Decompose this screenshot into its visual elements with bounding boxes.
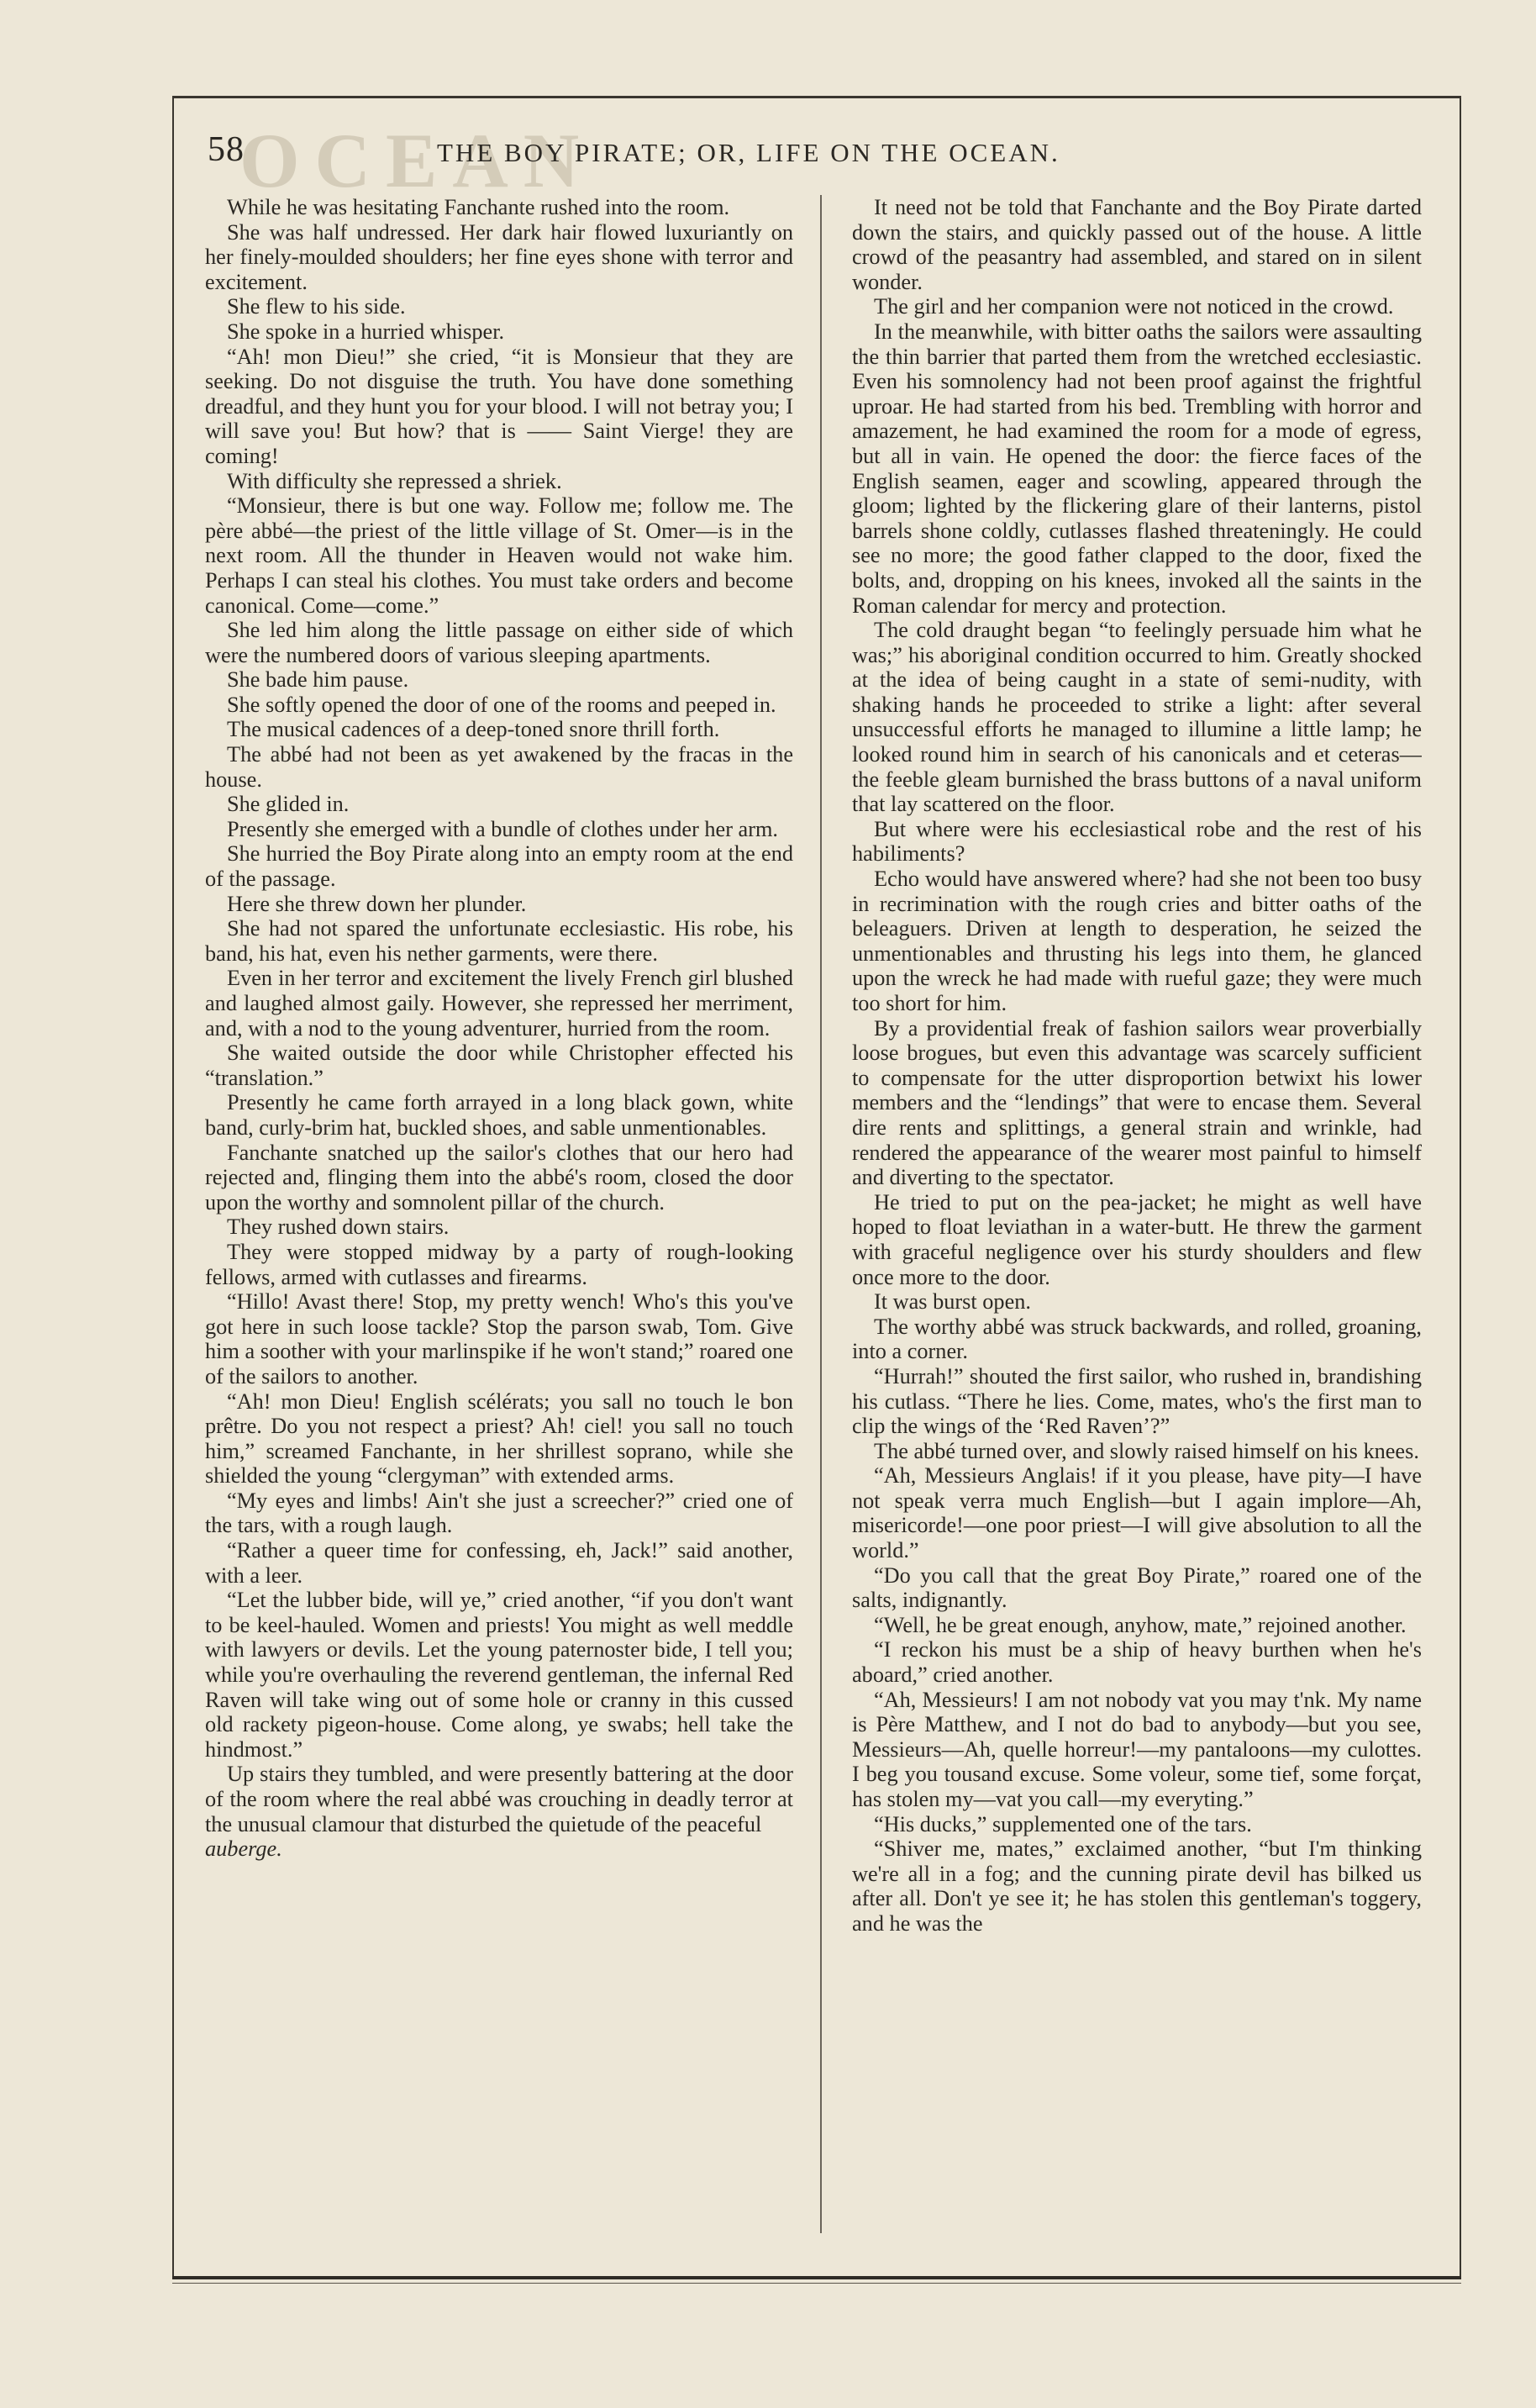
left-column-paragraph: With difficulty she repressed a shriek. <box>227 468 562 493</box>
left-column-paragraph: Here she threw down her plunder. <box>227 891 527 916</box>
left-column-paragraph: “Hillo! Avast there! Stop, my pretty wench! Who's this you've got here in such loose tackle? Stop the parson swab, Tom. Give him a soother with your marlinspike if he won't stand;” roared one of the sailors to another. <box>205 1289 793 1388</box>
left-column-paragraph: They were stopped midway by a party of rough-looking fellows, armed with cutlasses and firearms. <box>205 1239 793 1289</box>
right-column-paragraph: “I reckon his must be a ship of heavy burthen when he's aboard,” cried another. <box>852 1637 1422 1688</box>
left-column-paragraph: She hurried the Boy Pirate along into an empty room at the end of the passage. <box>205 841 793 892</box>
right-column-paragraph: The cold draught began “to feelingly persuade him what he was;” his aboriginal condition occurred to him. Greatly shocked at the idea of being caught in a state of semi-nudity, with shaking hands he proceeded to strike a light: after several unsuccessful efforts he managed to illumine a little lamp; he looked round him in search of his canonicals and et ceteras—the feeble gleam burnished the brass buttons of a naval uniform that lay scattered on the floor. <box>852 618 1422 817</box>
left-column-paragraph: She waited outside the door while Christopher effected his “translation.” <box>205 1041 793 1090</box>
left-column-paragraph: “Rather a queer time for confessing, eh, Jack!” said another, with a leer. <box>205 1538 793 1588</box>
right-column <box>852 195 1422 2229</box>
left-column-paragraph: They rushed down stairs. <box>227 1215 450 1240</box>
right-column-paragraph: “Do you call that the great Boy Pirate,” roared one of the salts, indignantly. <box>852 1562 1422 1613</box>
right-column-paragraph: The worthy abbé was struck backwards, and rolled, groaning, into a corner. <box>852 1314 1422 1364</box>
left-column-paragraph: Presently he came forth arrayed in a long black gown, white band, curly-brim hat, buckled shoes, and sable unmentionables. <box>205 1090 793 1140</box>
left-column-paragraph: “My eyes and limbs! Ain't she just a screecher?” cried one of the tars, with a rough laugh. <box>205 1488 793 1538</box>
left-column-paragraph: She flew to his side. <box>227 294 406 319</box>
right-column-paragraph: “Hurrah!” shouted the first sailor, who rushed in, brandishing his cutlass. “There he lies. Come, mates, who's the first man to clip the wings of the ‘Red Raven’?” <box>852 1363 1422 1439</box>
page-number: 58 <box>208 130 245 169</box>
left-column <box>205 195 793 2229</box>
bottom-rule <box>172 2276 1461 2279</box>
left-column-paragraph: She spoke in a hurried whisper. <box>227 319 505 344</box>
left-column-paragraph: Up stairs they tumbled, and were presently battering at the door of the room where the real abbé was crouching in deadly terror at the unusual clamour that disturbed the quietude of the peaceful <box>205 1762 793 1836</box>
left-column-paragraph: She bade him pause. <box>227 667 409 693</box>
left-column-paragraph: “Monsieur, there is but one way. Follow me; follow me. The père abbé—the priest of the little village of St. Omer—is in the next room. All the thunder in Heaven would not wake him. Perhaps I can steal his clothes. You must take orders and become canonical. Come—come.” <box>205 493 793 618</box>
running-title: THE BOY PIRATE; OR, LIFE ON THE OCEAN. <box>437 138 1060 167</box>
show-through-watermark: OCEAN <box>239 118 595 203</box>
left-column-paragraph: “Ah! mon Dieu!” she cried, “it is Monsieur that they are seeking. Do not disguise the truth. You have done something dreadful, and they hunt you for your blood. I will not betray you; I will save you! But how? that is —— Saint Vierge! they are coming! <box>205 344 793 468</box>
left-column-paragraph: She led him along the little passage on either side of which were the numbered doors of various sleeping apartments. <box>205 618 793 667</box>
left-column-paragraph: Fanchante snatched up the sailor's clothes that our hero had rejected and, flinging them into the abbé's room, closed the door upon the worthy and somnolent pillar of the church. <box>205 1140 793 1215</box>
right-column-paragraph: Echo would have answered where? had she not been too busy in recrimination with the rough cries and bitter oaths of the beleaguers. Driven at length to desperation, he seized the unmentionables and thrusting his legs into them, he glanced upon the wreck he had made with rueful gaze; they were much too short for him. <box>852 867 1422 1015</box>
right-column-paragraph: In the meanwhile, with bitter oaths the sailors were assaulting the thin barrier that parted them from the wretched ecclesiastic. Even his somnolency had not been proof against the frightful uproar. He had started from his bed. Trembling with horror and amazement, he had examined the room for a mode of egress, but all in vain. He opened the door: the fierce faces of the English seamen, eager and scowling, appeared through the gloom; lighted by the flickering glare of their lanterns, pistol barrels shone coldly, cutlasses flashed threateningly. He could see no more; the good father clapped to the door, fixed the bolts, and, dropping on his knees, invoked all the saints in the Roman calendar for mercy and protection. <box>852 319 1422 618</box>
right-column-paragraph: It need not be told that Fanchante and the Boy Pirate darted down the stairs, and quickly passed out of the house. A little crowd of the peasantry had assembled, and stared on in silent wonder. <box>852 195 1422 294</box>
bottom-rule-thin <box>172 2283 1461 2284</box>
right-column-paragraph: The abbé turned over, and slowly raised himself on his knees. <box>874 1438 1419 1463</box>
right-column-paragraph: But where were his ecclesiastical robe and the rest of his habiliments? <box>852 816 1422 867</box>
left-column-paragraph: “Let the lubber bide, will ye,” cried another, “if you don't want to be keel-hauled. Women and priests! You might as well meddle with lawyers or devils. Let the young paternoster bide, I tell you; while you're overhauling the reverend gentleman, the infernal Red Raven will take wing out of some hole or cranny in this cussed old rackety pigeon-house. Come along, ye swabs; hell take the hindmost.” <box>205 1588 793 1762</box>
left-column-paragraph: She glided in. <box>227 792 350 817</box>
right-column-paragraph: “Shiver me, mates,” exclaimed another, “but I'm thinking we're all in a fog; and the cunning pirate devil has bilked us after all. Don't ye see it; he has stolen this gentleman's toggery, and he was the <box>852 1836 1422 1936</box>
left-column-paragraph: “Ah! mon Dieu! English scélérats; you sall no touch le bon prêtre. Do you not respect a priest? Ah! ciel! you sall no touch him,” screamed Fanchante, in her shrillest soprano, while she shielded the young “clergyman” with extended arms. <box>205 1388 793 1489</box>
left-column-paragraph: She had not spared the unfortunate ecclesiastic. His robe, his band, his hat, even his nether garments, were there. <box>205 916 793 966</box>
right-column-paragraph: It was burst open. <box>874 1289 1031 1315</box>
left-column-paragraph: She was half undressed. Her dark hair flowed luxuriantly on her finely-moulded shoulders; her fine eyes shone with terror and excitement. <box>205 219 793 294</box>
left-column-paragraph: auberge. <box>205 1836 282 1862</box>
left-column-paragraph: Even in her terror and excitement the lively French girl blushed and laughed almost gaily. However, she repressed her merriment, and, with a nod to the young adventurer, hurried from the room. <box>205 966 793 1041</box>
right-column-paragraph: “His ducks,” supplemented one of the tars. <box>874 1811 1252 1836</box>
right-column-paragraph: “Ah, Messieurs Anglais! if it you please, have pity—I have not speak verra much English—but I again implore—Ah, misericorde!—one poor priest—I will give absolution to all the world.” <box>852 1463 1422 1563</box>
left-column-paragraph: The abbé had not been as yet awakened by the fracas in the house. <box>205 742 793 792</box>
left-column-paragraph: She softly opened the door of one of the rooms and peeped in. <box>227 692 776 717</box>
right-column-paragraph: By a providential freak of fashion sailors wear proverbially loose brogues, but even this advantage was scarcely sufficient to compensate for the utter disproportion betwixt his lower members and the “lendings” that were to encase them. Several dire rents and splittings, a general strain and wrinkle, had rendered the appearance of the wearer most painful to himself and diverting to the spectator. <box>852 1015 1422 1190</box>
right-column-paragraph: “Ah, Messieurs! I am not nobody vat you may t'nk. My name is Père Matthew, and I not do bad to anybody—but you see, Messieurs—Ah, quelle horreur!—my pantaloons—my culottes. I beg you tousand excuse. Some voleur, some tief, some forçat, has stolen my—vat you call—my everyting.” <box>852 1687 1422 1811</box>
right-column-paragraph: He tried to put on the pea-jacket; he might as well have hoped to float leviathan in a water-butt. He threw the garment with graceful negligence over his sturdy shoulders and flew once more to the door. <box>852 1189 1422 1289</box>
right-column-paragraph: “Well, he be great enough, anyhow, mate,” rejoined another. <box>874 1612 1407 1637</box>
left-column-paragraph: Presently she emerged with a bundle of clothes under her arm. <box>227 816 779 841</box>
left-column-paragraph: The musical cadences of a deep-toned snore thrill forth. <box>227 717 720 742</box>
right-column-paragraph: The girl and her companion were not noticed in the crowd. <box>874 294 1394 319</box>
left-column-paragraph: While he was hesitating Fanchante rushed into the room. <box>227 195 730 219</box>
page-header <box>172 118 1458 203</box>
column-divider <box>820 195 822 2233</box>
